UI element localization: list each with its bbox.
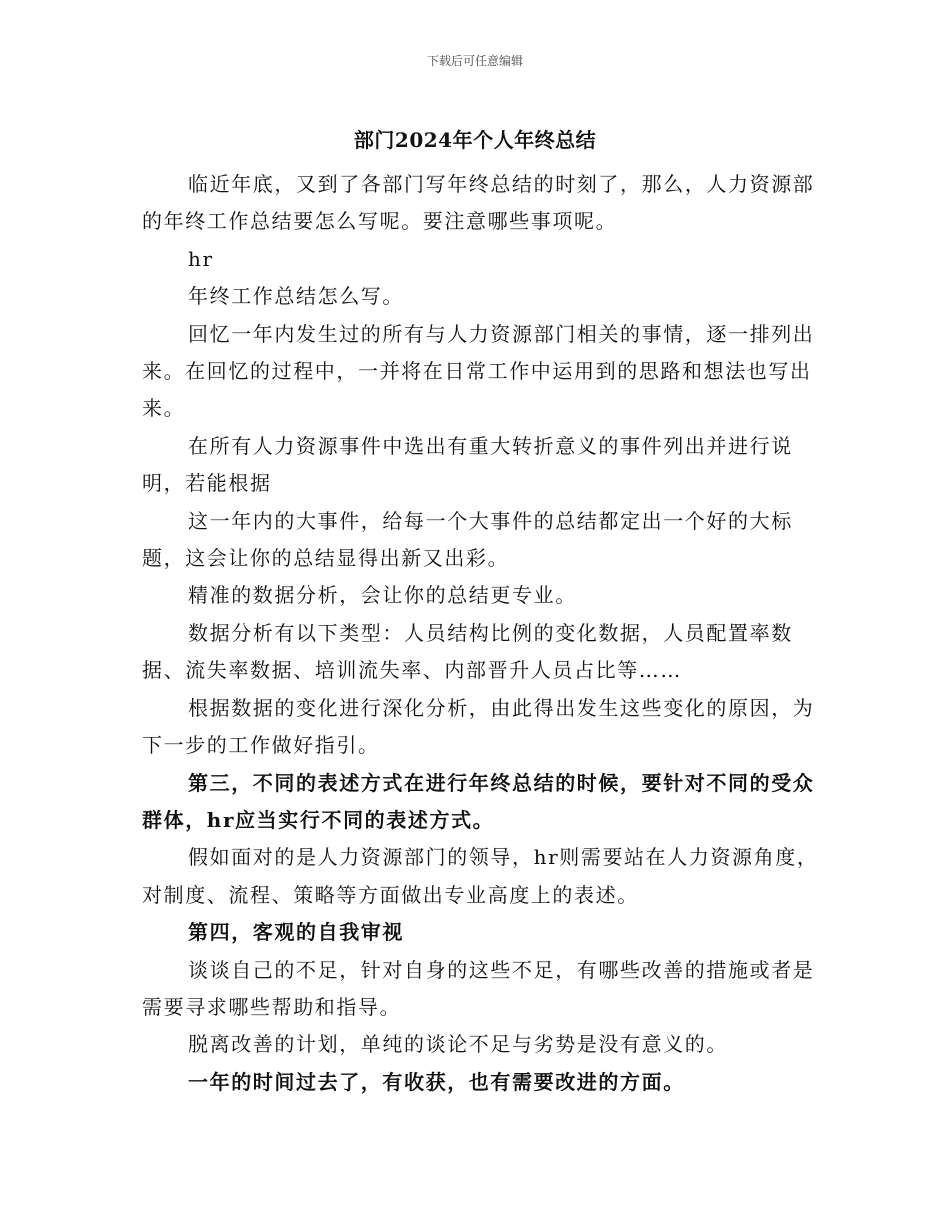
paragraph-recall: 回忆一年内发生过的所有与人力资源部门相关的事情，逐一排列出来。在回忆的过程中，一并将在日常工作中运用到的思路和想法也写出来。 — [142, 321, 815, 421]
paragraph-improvement-plan: 脱离改善的计划，单纯的谈论不足与劣势是没有意义的。 — [188, 1032, 728, 1057]
section-heading-fourth: 第四，客观的自我审视 — [188, 920, 404, 945]
paragraph-data-types: 数据分析有以下类型：人员结构比例的变化数据，人员配置率数据、流失率数据、培训流失率、内部晋升人员占比等…… — [142, 620, 793, 683]
paragraph-select-events: 在所有人力资源事件中选出有重大转折意义的事件列出并进行说明，若能根据 — [142, 433, 793, 496]
paragraph-shortcomings: 谈谈自己的不足，针对自身的这些不足，有哪些改善的措施或者是需要寻求哪些帮助和指导。 — [142, 957, 815, 1019]
document-body — [142, 166, 822, 1101]
paragraph-conclusion: 一年的时间过去了，有收获，也有需要改进的方面。 — [188, 1069, 685, 1094]
paragraph-deep-analysis: 根据数据的变化进行深化分析，由此得出发生这些变化的原因，为下一步的工作做好指引。 — [142, 695, 815, 758]
paragraph-leadership: 假如面对的是人力资源部门的领导，hr则需要站在人力资源角度，对制度、流程、策略等方面做出专业高度上的表述。 — [142, 845, 819, 907]
paragraph-hr: hr — [188, 246, 214, 271]
paragraph-intro: 临近年底，又到了各部门写年终总结的时刻了，那么，人力资源部的年终工作总结要怎么写呢。要注意哪些事项呢。 — [142, 172, 815, 234]
document-title: 部门2024年个人年终总结 — [353, 128, 597, 152]
paragraph-data-analysis: 精准的数据分析，会让你的总结更专业。 — [188, 583, 577, 608]
paragraph-how-to-write: 年终工作总结怎么写。 — [188, 284, 404, 309]
page-header-note: 下载后可任意编辑 — [426, 54, 523, 68]
section-heading-third: 第三，不同的表述方式在进行年终总结的时候，要针对不同的受众群体，hr应当实行不同的表述方式。 — [142, 770, 815, 832]
paragraph-big-events: 这一年内的大事件，给每一个大事件的总结都定出一个好的大标题，这会让你的总结显得出新又出彩。 — [142, 508, 793, 571]
